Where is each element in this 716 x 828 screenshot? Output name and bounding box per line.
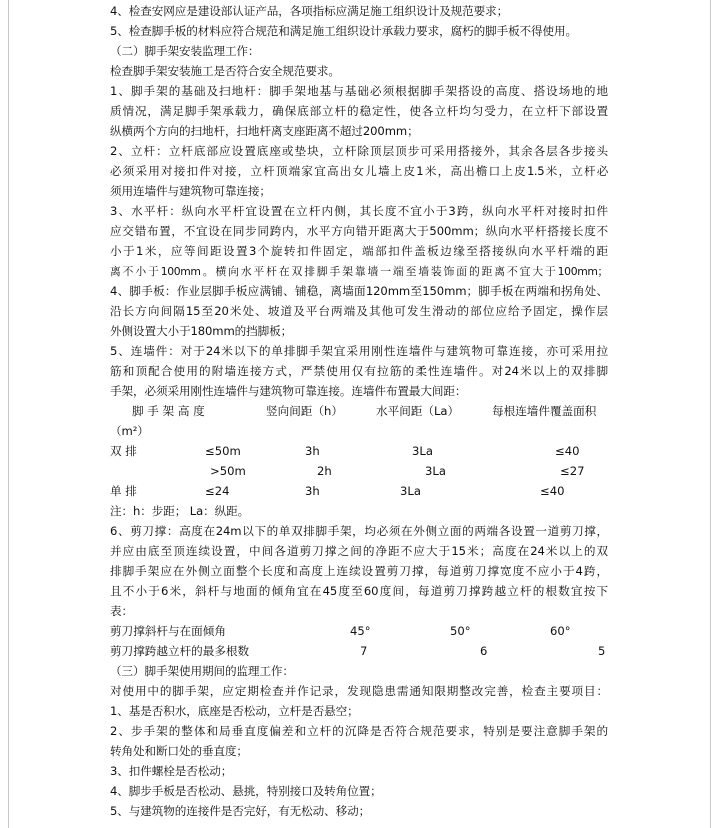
check-item: 转角处和断口处的垂直度； — [110, 744, 248, 758]
table-cell: ≤40 — [540, 484, 565, 498]
check-item: 2、步手架的整体和局垂直度偏差和立杆的沉降是否符合规范要求，特别是要注意脚手架的 — [110, 724, 608, 738]
item-safety-net: 4、检查安网应是建设部认证产品，各项指标应满足施工组织设计及规范要求； — [110, 4, 509, 18]
paragraph: 手架，必须采用刚性连墙件与建筑物可靠连接。连墙件布置最大间距： — [110, 384, 467, 398]
paragraph: 5、连墙件：对于24米以下的单排脚手架宜采用刚性连墙件与建筑物可靠连接，亦可采用拉 — [110, 344, 608, 358]
table-cell: >50m — [210, 464, 246, 478]
table-cell: 50° — [450, 624, 471, 638]
table-cell: 3h — [305, 444, 320, 458]
table-cell: ≤40 — [555, 444, 580, 458]
paragraph: 1、脚手架的基础及扫地杆：脚手架地基与基础必须根据脚手架搭设的高度、搭设场地的地 — [110, 84, 608, 98]
table-cell: 3La — [400, 484, 421, 498]
paragraph: 沿长方向间隔15至20米处、坡道及平台两端及其他可发生滑动的部位应给予固定，操作层 — [110, 304, 608, 318]
table-header-unit: （m²） — [110, 424, 149, 438]
paragraph: 外侧设置大小于180mm的挡脚板； — [110, 324, 293, 338]
table-cell: 45° — [350, 624, 371, 638]
paragraph: 离不小于100mm。横向水平杆在双排脚手架靠墙一端至墙装饰面的距离不宜大于100mm； — [110, 265, 608, 278]
table-cell: ≤27 — [560, 464, 585, 478]
paragraph: 3、水平杆：纵向水平杆宜设置在立杆内侧，其长度不宜小于3跨，纵向水平杆对接时扣件 — [110, 204, 608, 218]
paragraph: 2、立杆：立杆底部应设置底座或垫块，立杆除顶层顶步可采用搭接外，其余各层各步接头 — [110, 144, 608, 158]
paragraph: 应交错布置，不宜设在同步同跨内，水平方向错开距离大于500mm；纵向水平杆搭接长度不 — [110, 224, 608, 238]
paragraph: 检查脚手架安装施工是否符合安全规范要求。 — [110, 64, 340, 78]
table-cell: 剪刀撑斜杆与在面倾角 — [110, 624, 226, 638]
table-row — [110, 642, 608, 661]
paragraph: 并应由底至顶连续设置，中间各道剪刀撑之间的净距不应大于15米；高度在24米以上的双 — [110, 544, 608, 558]
table-cell: 60° — [550, 624, 571, 638]
table-row — [110, 482, 608, 501]
table-cell: 3h — [305, 484, 320, 498]
paragraph: 须用连墙件与建筑物可靠连接； — [110, 184, 271, 198]
section-heading-installation: （二）脚手架安装监理工作： — [110, 44, 260, 58]
table-cell: 单 排 — [110, 484, 137, 498]
table-row — [110, 442, 608, 461]
check-item: 3、扣件螺栓是否松动； — [110, 764, 233, 778]
paragraph: 纵横两个方向的扫地杆，扫地杆离支座距离不超过200mm； — [110, 124, 419, 138]
table-cell: ≤24 — [205, 484, 230, 498]
check-item: 1、基是否积水，底座是否松动，立杆是否悬空； — [110, 704, 359, 718]
table-cell: 7 — [360, 644, 368, 658]
paragraph: 筋和顶配合使用的附墙连接方式，严禁使用仅有拉筋的柔性连墙件。对24米以上的双排脚 — [110, 364, 608, 378]
paragraph: 4、脚手板：作业层脚手板应满铺、铺稳，离墙面120mm至150mm；脚手板在两端和拐角处、 — [110, 284, 608, 298]
section-heading-usage: （三）脚手架使用期间的监理工作： — [110, 664, 294, 678]
paragraph: 小于1米，应等间距设置3个旋转扣件固定，端部扣件盖板边缘至搭接纵向水平杆端的距 — [110, 244, 608, 258]
table-cell: 6 — [480, 644, 488, 658]
page-edge-left — [8, 0, 9, 828]
paragraph: 对使用中的脚手架，应定期检查并作记录，发现隐患需通知限期整改完善，检查主要项目： — [110, 684, 608, 698]
paragraph: 表： — [110, 604, 133, 618]
wall-tie-table-header — [110, 402, 608, 421]
table-row — [110, 462, 608, 481]
table-header-cell: 竖向间距（h） — [266, 404, 343, 418]
paragraph: 6、剪刀撑：高度在24m以下的单双排脚手架，均必须在外侧立面的两端各设置一道剪刀撑， — [110, 524, 608, 538]
paragraph: 必须采用对接扣件对接，立杆顶端家宜高出女儿墙上皮1米，高出檐口上皮1.5米，立杆必 — [110, 164, 608, 178]
check-item: 5、与建筑物的连接件是否完好，有无松动、移动； — [110, 804, 371, 818]
table-header-cell: 脚 手 架 高 度 — [132, 404, 205, 418]
table-cell: 3La — [425, 464, 446, 478]
table-cell: 5 — [598, 644, 606, 658]
paragraph: 质情况，满足脚手架承载力，确保底部立杆的稳定性，使各立杆均匀受力，在立杆下部设置 — [110, 104, 608, 118]
paragraph: 排脚手架应在外侧立面整个长度和高度上连续设置剪刀撑，每道剪刀撑宽度不应小于4跨， — [110, 564, 608, 578]
page-edge-right — [710, 0, 711, 828]
table-header-cell: 水平间距（La） — [376, 404, 460, 418]
item-scaffold-board-material: 5、检查脚手板的材料应符合规范和满足施工组织设计承载力要求，腐朽的脚手板不得使用。 — [110, 24, 578, 38]
table-cell: ≤50m — [205, 444, 241, 458]
paragraph: 且不小于6米，斜杆与地面的倾角宜在45度至60度间，每道剪刀撑跨越立杆的根数宜按下 — [110, 584, 608, 598]
table-note: 注：h：步距； La：纵距。 — [110, 504, 250, 518]
table-cell: 双 排 — [110, 444, 137, 458]
table-cell: 3La — [412, 444, 433, 458]
table-cell: 2h — [317, 464, 332, 478]
table-row — [110, 622, 608, 641]
check-item: 4、脚步手板是否松动、悬挑，特别接口及转角位置； — [110, 784, 382, 798]
table-cell: 剪刀撑跨越立杆的最多根数 — [110, 644, 250, 658]
table-header-cell: 每根连墙件覆盖面积 — [492, 404, 597, 418]
